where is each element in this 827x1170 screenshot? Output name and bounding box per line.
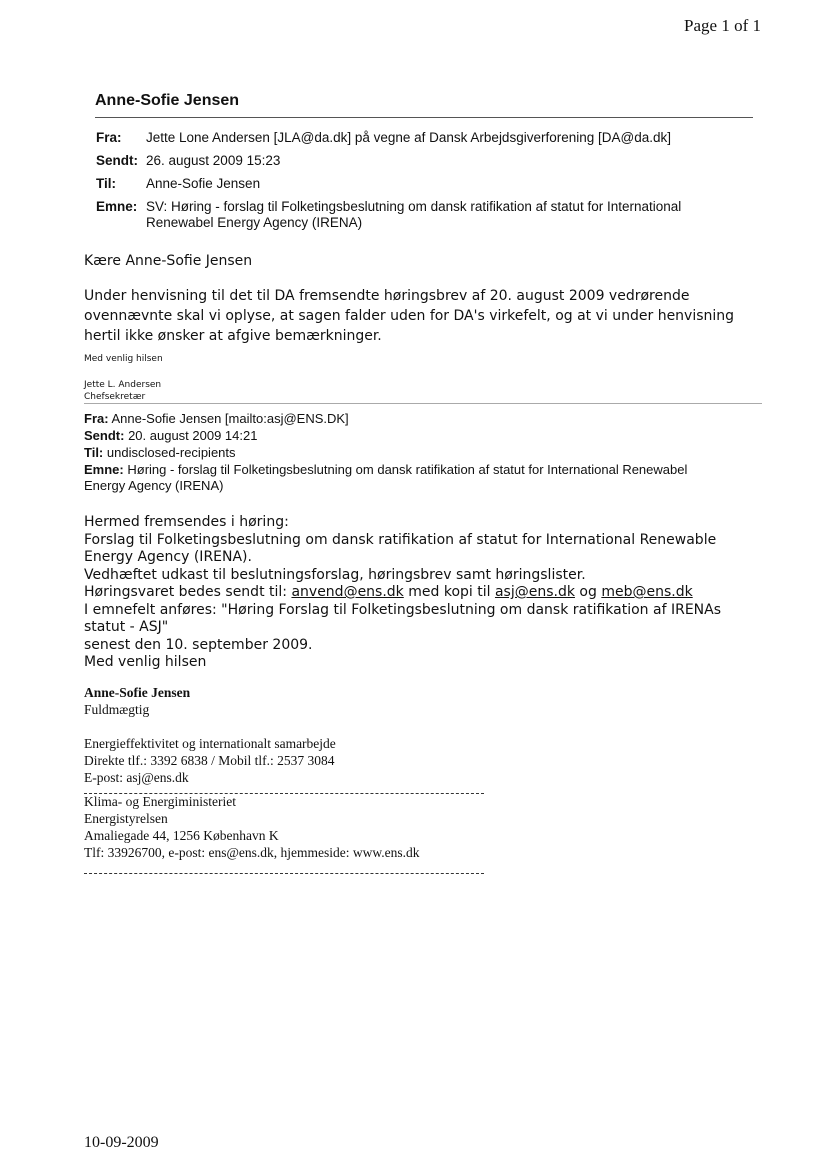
fw-sent-label: Sendt: [84,428,125,443]
forward-body-line: Hermed fremsendes i høring: [84,514,289,530]
forward-from-row [84,411,754,427]
forward-body-line: senest den 10. september 2009. [84,636,313,653]
mailbox-owner-name: Anne-Sofie Jensen [95,92,240,109]
forward-subject-row [84,462,754,494]
signature-phone: Direkte tlf.: 3392 6838 / Mobil tlf.: 2537 3084 [84,753,335,768]
owner-divider [95,117,753,118]
fw-from-value: Anne-Sofie Jensen [mailto:asj@ENS.DK] [111,411,349,426]
recipients-and: og [574,584,602,600]
reply-signature-name: Jette L. Andersen [84,380,162,390]
footer-date: 10-09-2009 [84,1134,159,1151]
sent-label: Sendt: [96,153,138,168]
reply-body-line: hertil ikke ønsker at afgive bemærkninger. [84,328,382,344]
signature-block [84,684,420,861]
reply-body-line: ovennævnte skal vi oplyse, at sagen falder uden for DA's virkefelt, og at vi under henvisning [84,308,735,324]
sent-value: 26. august 2009 15:23 [146,153,281,168]
forward-divider [84,403,762,404]
forward-body-line: statut - ASJ" [84,619,169,635]
recipients-mid: med kopi til [403,584,495,600]
forward-body-line: Med venlig hilsen [84,654,207,670]
recipients-prefix: Høringsvaret bedes sendt til: [84,584,292,600]
forward-body-line: I emnefelt anføres: "Høring Forslag til Folketingsbeslutning om dansk ratifikation af IRENAs [84,601,722,618]
to-label: Til: [96,176,116,191]
email-link-anvend[interactable]: anvend@ens.dk [291,584,404,600]
fw-sent-value: 20. august 2009 14:21 [128,428,258,443]
from-value: Jette Lone Andersen [JLA@da.dk] på vegne af Dansk Arbejdsgiverforening [DA@da.dk] [146,130,671,145]
reply-body-text [84,286,764,346]
subject-value [146,199,706,231]
signature-contact: Tlf: 33926700, e-post: ens@ens.dk, hjemmeside: www.ens.dk [84,845,420,860]
signature-dashed-divider [84,873,484,874]
forward-body-line: Forslag til Folketingsbeslutning om dansk ratifikation af statut for International Renewable [84,531,717,548]
reply-greeting: Kære Anne-Sofie Jensen [84,253,253,269]
from-label: Fra: [96,130,122,145]
reply-body-line: Under henvisning til det til DA fremsendte høringsbrev af 20. august 2009 vedrørende [84,288,690,304]
fw-from-label: Fra: [84,411,109,426]
fw-to-label: Til: [84,445,104,460]
forward-body-line: Energy Agency (IRENA). [84,549,252,565]
fw-to-value: undisclosed-recipients [106,445,236,460]
signature-address: Amaliegade 44, 1256 København K [84,828,279,843]
to-value: Anne-Sofie Jensen [146,176,261,191]
forward-body-line: Vedhæftet udkast til beslutningsforslag, høringsbrev samt høringslister. [84,566,586,583]
subject-line-1: SV: Høring - forslag til Folketingsbeslutning om dansk ratifikation af statut for International [146,199,682,214]
forward-to-row [84,445,754,461]
forward-body [84,514,764,672]
fw-subject-label: Emne: [84,462,124,477]
reply-closing: Med venlig hilsen [84,354,163,364]
signature-department: Energieffektivitet og internationalt samarbejde [84,736,336,751]
fw-subject-line-1: Høring - forslag til Folketingsbeslutning om dansk ratifikation af statut for International Renewabel [127,462,688,477]
signature-name: Anne-Sofie Jensen [84,685,191,700]
email-link-asj[interactable]: asj@ens.dk [494,584,575,600]
forward-sent-row [84,428,754,444]
reply-signature-title: Chefsekretær [84,392,146,402]
page-number: Page 1 of 1 [684,16,761,35]
email-link-meb[interactable]: meb@ens.dk [601,584,693,600]
signature-title: Fuldmægtig [84,702,150,717]
fw-subject-line-2: Energy Agency (IRENA) [84,478,224,493]
signature-agency: Energistyrelsen [84,811,168,826]
signature-ministry: Klima- og Energiministeriet [84,794,236,809]
subject-label: Emne: [96,199,138,214]
forward-body-recipients-line [84,584,764,602]
signature-email: E-post: asj@ens.dk [84,770,189,785]
signature-dashed-divider [84,793,484,794]
subject-line-2: Renewabel Energy Agency (IRENA) [146,215,363,230]
